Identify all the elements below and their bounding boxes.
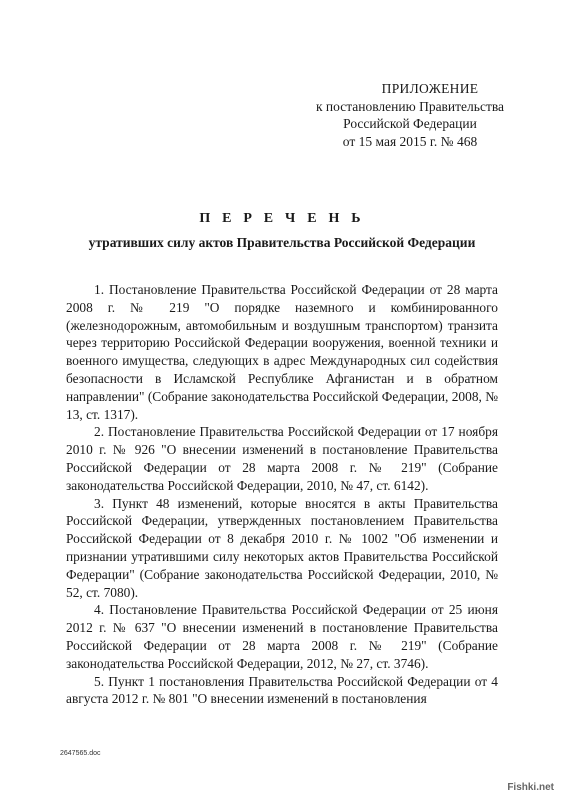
document-code: 2647565.doc [60,750,101,757]
paragraph-2: 2. Постановление Правительства Российской Федерации от 17 ноября 2010 г. № 926 "О внесении изменений в постановление Правительства Российской Федерации от 28 марта 2008 г. № 219" (Собрание законодательства Российской Федерации, 2010, № 47, ст. 6142). [66,424,498,493]
document-title: П Е Р Е Ч Е Н Ь [199,211,365,226]
paragraph-1: 1. Постановление Правительства Российской Федерации от 28 марта 2008 г. № 219 "О порядке наземного и комбинированного (железнодорожным, автомобильным и воздушным транспортом) транзита через территорию Российской Федерации вооружения, военной техники и военного имущества, следующих в адрес Международных сил содействия безопасности в Исламской Республике Афганистан и в обратном направлении" (Собрание законодательства Российской Федерации, 2008, № 13, ст. 1317). [66,282,498,422]
appendix-line: от 15 мая 2015 г. № 468 [342,133,478,149]
document-heading [66,210,498,252]
appendix-title: ПРИЛОЖЕНИЕ [381,81,479,96]
appendix-line: к постановлению Правительства [315,98,505,114]
paragraph-4: 4. Постановление Правительства Российской Федерации от 25 июня 2012 г. № 637 "О внесении изменений в постановление Правительства Российской Федерации от 28 марта 2008 г. № 219" (Собрание законодательства Российской Федерации, 2012, № 27, ст. 3746). [66,602,498,671]
appendix-line: Российской Федерации [343,116,477,131]
paragraph-5: 5. Пункт 1 постановления Правительства Российской Федерации от 4 августа 2012 г. № 801 "О внесении изменений в постановления [66,673,498,707]
document-subtitle: утративших силу актов Правительства Российской Федерации [88,235,476,250]
document-body [66,281,498,708]
paragraph-3: 3. Пункт 48 изменений, которые вносятся в акты Правительства Российской Федерации, утвержденных постановлением Правительства Российской Федерации от 8 декабря 2010 г. № 1002 "Об изменении и признании утратившими силу некоторых актов Правительства Российской Федерации" (Собрание законодательства Российской Федерации, 2010, № 52, ст. 7080). [66,495,498,600]
appendix-block [300,80,520,150]
watermark: Fishki.net [504,781,557,794]
